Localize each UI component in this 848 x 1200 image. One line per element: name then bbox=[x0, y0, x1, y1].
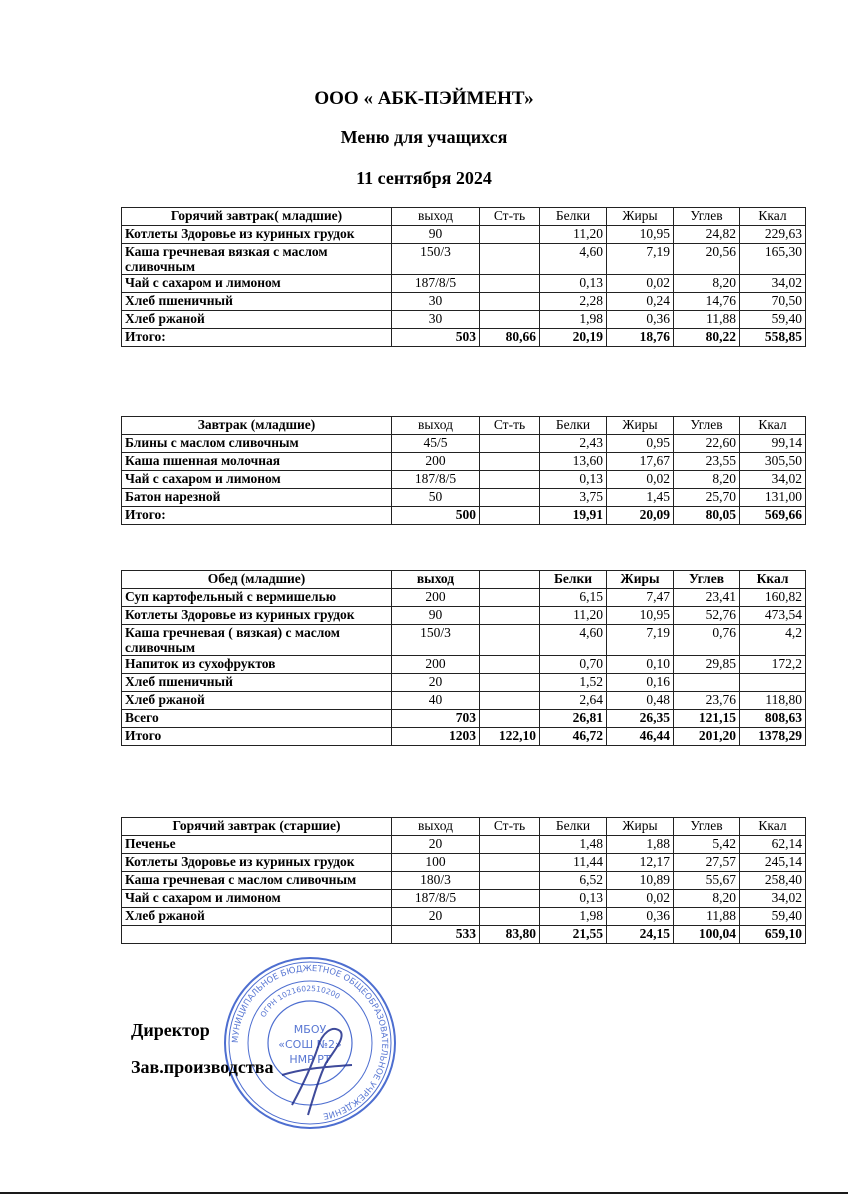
table-row bbox=[122, 489, 806, 507]
table-row bbox=[122, 589, 806, 607]
portion-cell: 533 bbox=[392, 926, 480, 944]
fat-cell: 18,76 bbox=[607, 329, 674, 347]
table-row bbox=[122, 674, 806, 692]
protein-cell: 2,43 bbox=[540, 435, 607, 453]
carbs-cell: 29,85 bbox=[674, 656, 740, 674]
cost-cell: 80,66 bbox=[480, 329, 540, 347]
header-cell: Углев bbox=[674, 417, 740, 435]
header-cell: выход bbox=[392, 208, 480, 226]
fat-cell: 12,17 bbox=[607, 854, 674, 872]
total-row bbox=[122, 329, 806, 347]
carbs-cell: 23,76 bbox=[674, 692, 740, 710]
dish-name: Котлеты Здоровье из куриных грудок bbox=[122, 607, 392, 625]
portion-cell: 503 bbox=[392, 329, 480, 347]
header-cell: Ккал bbox=[740, 818, 806, 836]
fat-cell: 10,95 bbox=[607, 607, 674, 625]
protein-cell: 6,52 bbox=[540, 872, 607, 890]
official-stamp bbox=[222, 955, 398, 1131]
fat-cell: 17,67 bbox=[607, 453, 674, 471]
stamp-center-line3: НМР РТ bbox=[289, 1053, 331, 1066]
kcal-cell: 59,40 bbox=[740, 908, 806, 926]
kcal-cell: 99,14 bbox=[740, 435, 806, 453]
portion-cell: 200 bbox=[392, 453, 480, 471]
header-cell: Белки bbox=[540, 571, 607, 589]
header-cell: Ст-ть bbox=[480, 417, 540, 435]
table-row bbox=[122, 692, 806, 710]
cost-cell bbox=[480, 453, 540, 471]
dish-name: Чай с сахаром и лимоном bbox=[122, 890, 392, 908]
cost-cell bbox=[480, 275, 540, 293]
menu-date: 11 сентября 2024 bbox=[356, 168, 492, 188]
dish-name: Напиток из сухофруктов bbox=[122, 656, 392, 674]
kcal-cell: 305,50 bbox=[740, 453, 806, 471]
carbs-cell: 23,41 bbox=[674, 589, 740, 607]
table-row bbox=[122, 453, 806, 471]
fat-cell: 0,48 bbox=[607, 692, 674, 710]
kcal-cell: 558,85 bbox=[740, 329, 806, 347]
fat-cell: 20,09 bbox=[607, 507, 674, 525]
carbs-cell: 52,76 bbox=[674, 607, 740, 625]
kcal-cell: 569,66 bbox=[740, 507, 806, 525]
cost-cell: 83,80 bbox=[480, 926, 540, 944]
fat-cell: 46,44 bbox=[607, 728, 674, 746]
portion-cell: 20 bbox=[392, 674, 480, 692]
carbs-cell: 25,70 bbox=[674, 489, 740, 507]
fat-cell: 0,10 bbox=[607, 656, 674, 674]
cost-cell bbox=[480, 226, 540, 244]
total-label: Итого: bbox=[122, 329, 392, 347]
header-cell: Ккал bbox=[740, 571, 806, 589]
kcal-cell bbox=[740, 674, 806, 692]
carbs-cell: 55,67 bbox=[674, 872, 740, 890]
protein-cell: 4,60 bbox=[540, 244, 607, 275]
protein-cell: 1,98 bbox=[540, 311, 607, 329]
carbs-cell: 80,22 bbox=[674, 329, 740, 347]
protein-cell: 3,75 bbox=[540, 489, 607, 507]
fat-cell: 0,36 bbox=[607, 311, 674, 329]
kcal-cell: 34,02 bbox=[740, 471, 806, 489]
protein-cell: 11,20 bbox=[540, 226, 607, 244]
total-label: Итого: bbox=[122, 507, 392, 525]
portion-cell: 150/3 bbox=[392, 625, 480, 656]
portion-cell: 150/3 bbox=[392, 244, 480, 275]
cost-cell bbox=[480, 607, 540, 625]
cost-cell bbox=[480, 710, 540, 728]
fat-cell: 0,36 bbox=[607, 908, 674, 926]
portion-cell: 200 bbox=[392, 656, 480, 674]
fat-cell: 10,89 bbox=[607, 872, 674, 890]
header-cell: Углев bbox=[674, 208, 740, 226]
table-row bbox=[122, 908, 806, 926]
dish-name: Хлеб ржаной bbox=[122, 908, 392, 926]
cost-cell bbox=[480, 489, 540, 507]
portion-cell: 180/3 bbox=[392, 872, 480, 890]
fat-cell: 7,19 bbox=[607, 244, 674, 275]
fat-cell: 1,88 bbox=[607, 836, 674, 854]
dish-name: Чай с сахаром и лимоном bbox=[122, 471, 392, 489]
cost-cell: 122,10 bbox=[480, 728, 540, 746]
stamp-center-line2: «СОШ №2» bbox=[278, 1038, 342, 1051]
table-header-row bbox=[122, 417, 806, 435]
fat-cell: 0,16 bbox=[607, 674, 674, 692]
portion-cell: 187/8/5 bbox=[392, 890, 480, 908]
fat-cell: 0,02 bbox=[607, 890, 674, 908]
protein-cell: 11,20 bbox=[540, 607, 607, 625]
cost-cell bbox=[480, 872, 540, 890]
portion-cell: 90 bbox=[392, 607, 480, 625]
protein-cell: 4,60 bbox=[540, 625, 607, 656]
portion-cell: 20 bbox=[392, 836, 480, 854]
carbs-cell: 5,42 bbox=[674, 836, 740, 854]
cost-cell bbox=[480, 625, 540, 656]
header-cell: Углев bbox=[674, 818, 740, 836]
portion-cell: 187/8/5 bbox=[392, 471, 480, 489]
carbs-cell: 80,05 bbox=[674, 507, 740, 525]
header-cell: Горячий завтрак( младшие) bbox=[122, 208, 392, 226]
header-cell: выход bbox=[392, 818, 480, 836]
carbs-cell: 201,20 bbox=[674, 728, 740, 746]
protein-cell: 46,72 bbox=[540, 728, 607, 746]
table-row bbox=[122, 311, 806, 329]
protein-cell: 21,55 bbox=[540, 926, 607, 944]
kcal-cell: 34,02 bbox=[740, 890, 806, 908]
protein-cell: 0,70 bbox=[540, 656, 607, 674]
portion-cell: 1203 bbox=[392, 728, 480, 746]
kcal-cell: 34,02 bbox=[740, 275, 806, 293]
cost-cell bbox=[480, 854, 540, 872]
kcal-cell: 131,00 bbox=[740, 489, 806, 507]
total-row bbox=[122, 926, 806, 944]
total-row bbox=[122, 728, 806, 746]
cost-cell bbox=[480, 435, 540, 453]
protein-cell: 1,52 bbox=[540, 674, 607, 692]
header-cell: Жиры bbox=[607, 571, 674, 589]
portion-cell: 100 bbox=[392, 854, 480, 872]
header-cell: Углев bbox=[674, 571, 740, 589]
table-row bbox=[122, 226, 806, 244]
dish-name: Хлеб ржаной bbox=[122, 692, 392, 710]
protein-cell: 6,15 bbox=[540, 589, 607, 607]
header-cell: Ст-ть bbox=[480, 208, 540, 226]
portion-cell: 20 bbox=[392, 908, 480, 926]
portion-cell: 90 bbox=[392, 226, 480, 244]
fat-cell: 0,24 bbox=[607, 293, 674, 311]
kcal-cell: 1378,29 bbox=[740, 728, 806, 746]
fat-cell: 0,95 bbox=[607, 435, 674, 453]
cost-cell bbox=[480, 836, 540, 854]
table-row bbox=[122, 293, 806, 311]
carbs-cell: 23,55 bbox=[674, 453, 740, 471]
menu-table-hot-breakfast-senior bbox=[121, 817, 806, 944]
table-row bbox=[122, 854, 806, 872]
carbs-cell: 8,20 bbox=[674, 275, 740, 293]
header-cell: Ккал bbox=[740, 417, 806, 435]
protein-cell: 2,28 bbox=[540, 293, 607, 311]
dish-name: Батон нарезной bbox=[122, 489, 392, 507]
dish-name: Печенье bbox=[122, 836, 392, 854]
cost-cell bbox=[480, 890, 540, 908]
portion-cell: 30 bbox=[392, 293, 480, 311]
header-cell: Завтрак (младшие) bbox=[122, 417, 392, 435]
fat-cell: 10,95 bbox=[607, 226, 674, 244]
carbs-cell: 22,60 bbox=[674, 435, 740, 453]
header-cell: Белки bbox=[540, 208, 607, 226]
dish-name: Хлеб пшеничный bbox=[122, 674, 392, 692]
dish-name: Каша пшенная молочная bbox=[122, 453, 392, 471]
portion-cell: 200 bbox=[392, 589, 480, 607]
dish-name: Хлеб ржаной bbox=[122, 311, 392, 329]
header-cell bbox=[480, 571, 540, 589]
header-cell: выход bbox=[392, 571, 480, 589]
fat-cell: 26,35 bbox=[607, 710, 674, 728]
total-row bbox=[122, 507, 806, 525]
total-label: Итого bbox=[122, 728, 392, 746]
table-row bbox=[122, 435, 806, 453]
kcal-cell: 62,14 bbox=[740, 836, 806, 854]
cost-cell bbox=[480, 471, 540, 489]
director-signature-label: Директор bbox=[131, 1020, 210, 1040]
table-row bbox=[122, 607, 806, 625]
table-header-row bbox=[122, 208, 806, 226]
kcal-cell: 473,54 bbox=[740, 607, 806, 625]
header-cell: Жиры bbox=[607, 208, 674, 226]
header-cell: Жиры bbox=[607, 818, 674, 836]
table-row bbox=[122, 836, 806, 854]
table-row bbox=[122, 275, 806, 293]
protein-cell: 11,44 bbox=[540, 854, 607, 872]
carbs-cell: 8,20 bbox=[674, 890, 740, 908]
protein-cell: 0,13 bbox=[540, 890, 607, 908]
portion-cell: 40 bbox=[392, 692, 480, 710]
dish-name: Котлеты Здоровье из куриных грудок bbox=[122, 226, 392, 244]
protein-cell: 2,64 bbox=[540, 692, 607, 710]
cost-cell bbox=[480, 311, 540, 329]
protein-cell: 19,91 bbox=[540, 507, 607, 525]
table-row bbox=[122, 625, 806, 656]
header-cell: выход bbox=[392, 417, 480, 435]
cost-cell bbox=[480, 589, 540, 607]
header-cell: Ст-ть bbox=[480, 818, 540, 836]
portion-cell: 50 bbox=[392, 489, 480, 507]
kcal-cell: 4,2 bbox=[740, 625, 806, 656]
kcal-cell: 258,40 bbox=[740, 872, 806, 890]
header-cell: Белки bbox=[540, 818, 607, 836]
carbs-cell: 0,76 bbox=[674, 625, 740, 656]
header-cell: Белки bbox=[540, 417, 607, 435]
kcal-cell: 229,63 bbox=[740, 226, 806, 244]
production-head-signature-label: Зав.производства bbox=[131, 1057, 274, 1077]
table-row bbox=[122, 890, 806, 908]
stamp-center-line1: МБОУ bbox=[293, 1023, 327, 1036]
kcal-cell: 70,50 bbox=[740, 293, 806, 311]
portion-cell: 500 bbox=[392, 507, 480, 525]
carbs-cell: 121,15 bbox=[674, 710, 740, 728]
kcal-cell: 118,80 bbox=[740, 692, 806, 710]
carbs-cell: 24,82 bbox=[674, 226, 740, 244]
total-label: Всего bbox=[122, 710, 392, 728]
protein-cell: 0,13 bbox=[540, 471, 607, 489]
protein-cell: 26,81 bbox=[540, 710, 607, 728]
table-row bbox=[122, 656, 806, 674]
carbs-cell: 14,76 bbox=[674, 293, 740, 311]
fat-cell: 1,45 bbox=[607, 489, 674, 507]
page-bottom-line bbox=[0, 1192, 848, 1194]
kcal-cell: 160,82 bbox=[740, 589, 806, 607]
carbs-cell bbox=[674, 674, 740, 692]
header-cell: Ккал bbox=[740, 208, 806, 226]
dish-name: Котлеты Здоровье из куриных грудок bbox=[122, 854, 392, 872]
protein-cell: 1,48 bbox=[540, 836, 607, 854]
header-cell: Горячий завтрак (старшие) bbox=[122, 818, 392, 836]
dish-name: Каша гречневая с маслом сливочным bbox=[122, 872, 392, 890]
protein-cell: 1,98 bbox=[540, 908, 607, 926]
protein-cell: 20,19 bbox=[540, 329, 607, 347]
cost-cell bbox=[480, 293, 540, 311]
kcal-cell: 165,30 bbox=[740, 244, 806, 275]
header-cell: Жиры bbox=[607, 417, 674, 435]
carbs-cell: 100,04 bbox=[674, 926, 740, 944]
dish-name: Хлеб пшеничный bbox=[122, 293, 392, 311]
portion-cell: 187/8/5 bbox=[392, 275, 480, 293]
menu-table-hot-breakfast-junior bbox=[121, 207, 806, 347]
portion-cell: 45/5 bbox=[392, 435, 480, 453]
cost-cell bbox=[480, 692, 540, 710]
cost-cell bbox=[480, 507, 540, 525]
menu-table-breakfast-junior bbox=[121, 416, 806, 525]
total-label bbox=[122, 926, 392, 944]
dish-name: Каша гречневая вязкая с маслом сливочным bbox=[122, 244, 392, 275]
dish-name: Каша гречневая ( вязкая) с маслом сливочным bbox=[122, 625, 392, 656]
fat-cell: 24,15 bbox=[607, 926, 674, 944]
dish-name: Чай с сахаром и лимоном bbox=[122, 275, 392, 293]
dish-name: Суп картофельный с вермишелью bbox=[122, 589, 392, 607]
table-row bbox=[122, 471, 806, 489]
protein-cell: 0,13 bbox=[540, 275, 607, 293]
cost-cell bbox=[480, 244, 540, 275]
subtotal-row bbox=[122, 710, 806, 728]
fat-cell: 7,19 bbox=[607, 625, 674, 656]
cost-cell bbox=[480, 674, 540, 692]
fat-cell: 7,47 bbox=[607, 589, 674, 607]
table-header-row bbox=[122, 818, 806, 836]
carbs-cell: 27,57 bbox=[674, 854, 740, 872]
fat-cell: 0,02 bbox=[607, 275, 674, 293]
stamp-ogrn-text: ОГРН 1021602510200 bbox=[258, 983, 342, 1019]
table-row bbox=[122, 244, 806, 275]
portion-cell: 30 bbox=[392, 311, 480, 329]
dish-name: Блины с маслом сливочным bbox=[122, 435, 392, 453]
portion-cell: 703 bbox=[392, 710, 480, 728]
carbs-cell: 11,88 bbox=[674, 311, 740, 329]
kcal-cell: 659,10 bbox=[740, 926, 806, 944]
table-header-row bbox=[122, 571, 806, 589]
fat-cell: 0,02 bbox=[607, 471, 674, 489]
cost-cell bbox=[480, 656, 540, 674]
kcal-cell: 59,40 bbox=[740, 311, 806, 329]
kcal-cell: 245,14 bbox=[740, 854, 806, 872]
menu-table-lunch-junior bbox=[121, 570, 806, 746]
protein-cell: 13,60 bbox=[540, 453, 607, 471]
carbs-cell: 20,56 bbox=[674, 244, 740, 275]
menu-subtitle: Меню для учащихся bbox=[340, 127, 508, 147]
carbs-cell: 11,88 bbox=[674, 908, 740, 926]
cost-cell bbox=[480, 908, 540, 926]
company-name: ООО « АБК-ПЭЙМЕНТ» bbox=[314, 88, 534, 109]
carbs-cell: 8,20 bbox=[674, 471, 740, 489]
table-row bbox=[122, 872, 806, 890]
kcal-cell: 172,2 bbox=[740, 656, 806, 674]
stamp-outer-text: МУНИЦИПАЛЬНОЕ БЮДЖЕТНОЕ ОБЩЕОБРАЗОВАТЕЛЬНОЕ УЧРЕЖДЕНИЕ bbox=[230, 963, 390, 1121]
header-cell: Обед (младшие) bbox=[122, 571, 392, 589]
kcal-cell: 808,63 bbox=[740, 710, 806, 728]
